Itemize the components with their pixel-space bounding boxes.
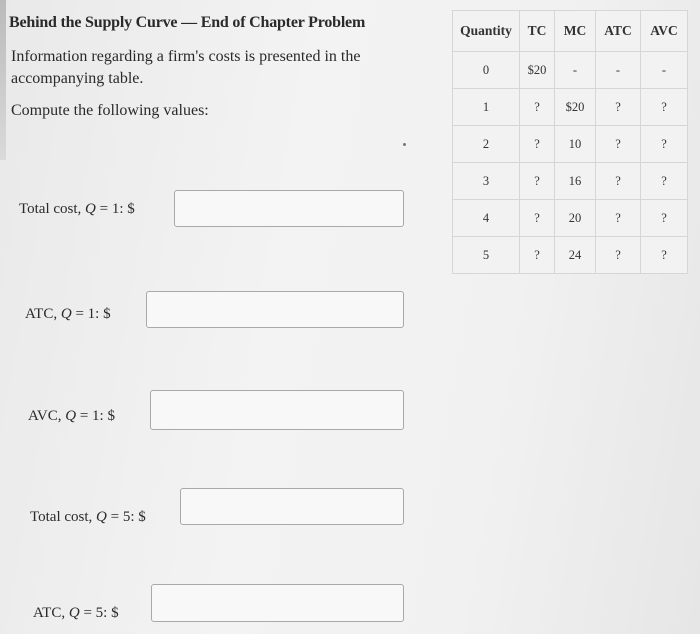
answer-input-atc-q5[interactable]	[151, 584, 404, 622]
question-label-atc-q1: ATC, Q = 1: $	[25, 306, 111, 322]
question-label-total-cost-q5: Total cost, Q = 5: $	[30, 509, 146, 525]
column-header-atc: ATC	[596, 11, 641, 52]
table-cell: $20	[520, 52, 555, 89]
answer-input-atc-q1[interactable]	[146, 291, 404, 328]
question-label-avc-q1: AVC, Q = 1: $	[28, 408, 115, 424]
column-header-quantity: Quantity	[453, 11, 520, 52]
table-cell: -	[641, 52, 688, 89]
table-cell: 4	[453, 200, 520, 237]
column-header-tc: TC	[520, 11, 555, 52]
table-cell: ?	[596, 237, 641, 274]
column-header-mc: MC	[555, 11, 596, 52]
table-row	[453, 52, 688, 89]
table-cell: 2	[453, 126, 520, 163]
table-row	[453, 237, 688, 274]
table-cell: ?	[596, 89, 641, 126]
table-row	[453, 89, 688, 126]
table-cell: 20	[555, 200, 596, 237]
table-cell: 24	[555, 237, 596, 274]
table-cell: ?	[596, 200, 641, 237]
table-cell: ?	[641, 163, 688, 200]
table-cell: $20	[555, 89, 596, 126]
problem-instruction: Compute the following values:	[11, 102, 209, 119]
table-cell: 1	[453, 89, 520, 126]
answer-input-total-cost-q1[interactable]	[174, 190, 404, 227]
table-cell: ?	[520, 126, 555, 163]
table-cell: ?	[641, 237, 688, 274]
problem-intro: Information regarding a firm's costs is presented in the accompanying table.	[11, 48, 361, 87]
column-header-avc: AVC	[641, 11, 688, 52]
table-cell: 10	[555, 126, 596, 163]
table-cell: ?	[520, 89, 555, 126]
question-label-atc-q5: ATC, Q = 5: $	[33, 605, 119, 621]
table-cell: 3	[453, 163, 520, 200]
table-cell: ?	[641, 126, 688, 163]
table-cell: ?	[520, 237, 555, 274]
table-cell: ?	[596, 126, 641, 163]
table-cell: ?	[641, 200, 688, 237]
page-edge-shadow	[0, 0, 6, 160]
table-cell: 0	[453, 52, 520, 89]
table-row	[453, 200, 688, 237]
cost-table-header-row	[453, 11, 688, 52]
table-row	[453, 126, 688, 163]
question-label-total-cost-q1: Total cost, Q = 1: $	[19, 201, 135, 217]
cost-table	[452, 10, 688, 274]
problem-title: Behind the Supply Curve — End of Chapter Problem	[9, 14, 366, 31]
table-row	[453, 163, 688, 200]
table-cell: 5	[453, 237, 520, 274]
table-cell: ?	[520, 200, 555, 237]
table-cell: -	[596, 52, 641, 89]
table-cell: ?	[641, 89, 688, 126]
table-cell: -	[555, 52, 596, 89]
stray-dot	[403, 143, 406, 146]
table-cell: 16	[555, 163, 596, 200]
answer-input-avc-q1[interactable]	[150, 390, 404, 430]
table-cell: ?	[520, 163, 555, 200]
table-cell: ?	[596, 163, 641, 200]
answer-input-total-cost-q5[interactable]	[180, 488, 404, 525]
